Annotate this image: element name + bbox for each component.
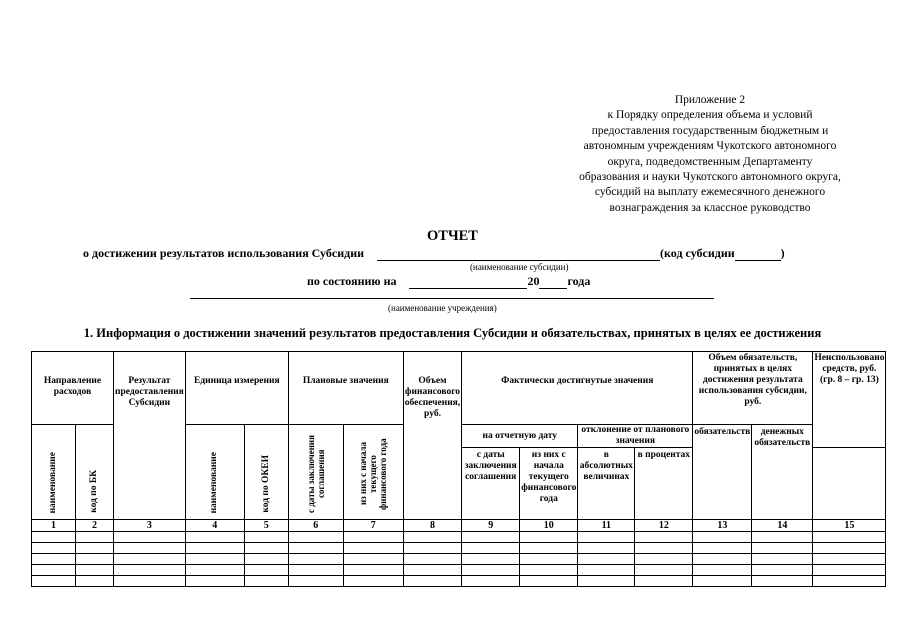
table-cell[interactable]: [578, 543, 635, 554]
table-cell[interactable]: [32, 543, 76, 554]
col-number: 6: [288, 520, 343, 532]
header-unit-name-text: наименование: [209, 451, 220, 513]
appendix-line: к Порядку определения объема и условий: [607, 109, 813, 122]
table-cell[interactable]: [288, 543, 343, 554]
table-cell[interactable]: [462, 554, 520, 565]
table-cell[interactable]: [520, 532, 578, 543]
table-cell[interactable]: [288, 576, 343, 587]
date-prefix: по состоянию на: [307, 274, 397, 288]
table-cell[interactable]: [403, 565, 461, 576]
col-number: 15: [813, 520, 886, 532]
table-cell[interactable]: [343, 565, 403, 576]
header-planned: Плановые значения: [288, 352, 403, 425]
col-number: 8: [403, 520, 461, 532]
table-cell[interactable]: [76, 565, 114, 576]
header-unused-empty: [813, 448, 886, 520]
table-cell[interactable]: [813, 554, 886, 565]
header-expense-name-text: наименование: [48, 451, 58, 513]
subtitle-end: ): [780, 246, 785, 260]
table-cell[interactable]: [32, 565, 76, 576]
date-suffix: года: [567, 274, 591, 288]
header-plan-year-text: из них с начала текущего финансового года: [358, 438, 389, 510]
table-cell[interactable]: [288, 532, 343, 543]
table-row: [32, 532, 886, 543]
header-unit-name: [185, 425, 244, 520]
col-number: 3: [114, 520, 186, 532]
table-cell[interactable]: [520, 543, 578, 554]
table-cell[interactable]: [635, 576, 693, 587]
table-cell[interactable]: [114, 543, 186, 554]
table-cell[interactable]: [114, 554, 186, 565]
table-cell[interactable]: [578, 576, 635, 587]
table-cell[interactable]: [635, 543, 693, 554]
header-expense-name: [32, 425, 76, 520]
table-cell[interactable]: [114, 576, 186, 587]
table-cell[interactable]: [185, 532, 244, 543]
header-abs: в абсолютных величинах: [578, 448, 635, 520]
col-number: 1: [32, 520, 76, 532]
header-plan-date: [288, 425, 343, 520]
col-number: 11: [578, 520, 635, 532]
table-cell[interactable]: [32, 532, 76, 543]
table-cell[interactable]: [813, 543, 886, 554]
table-cell[interactable]: [32, 576, 76, 587]
table-cell[interactable]: [403, 554, 461, 565]
table-cell[interactable]: [244, 554, 288, 565]
table-cell[interactable]: [185, 576, 244, 587]
appendix-line: образования и науки Чукотского автономного округа,: [579, 171, 841, 184]
table-cell[interactable]: [288, 554, 343, 565]
table-row: [32, 576, 886, 587]
col-number: 12: [635, 520, 693, 532]
table-cell[interactable]: [244, 543, 288, 554]
table-cell[interactable]: [244, 565, 288, 576]
subsidy-code-field[interactable]: [735, 247, 781, 261]
table-cell[interactable]: [693, 565, 752, 576]
header-pct: в процентах: [635, 448, 693, 520]
header-unit: Единица измерения: [185, 352, 288, 425]
appendix-line: Приложение 2: [674, 94, 746, 106]
appendix-line: вознаграждения за классное руководство: [609, 201, 811, 214]
table-cell[interactable]: [813, 576, 886, 587]
header-bk-code-text: код по БК: [89, 470, 99, 513]
table-cell[interactable]: [343, 576, 403, 587]
table-cell[interactable]: [520, 576, 578, 587]
appendix-line: субсидий на выплату ежемесячного денежного: [594, 186, 826, 199]
table-cell[interactable]: [462, 565, 520, 576]
table-cell[interactable]: [752, 554, 813, 565]
header-act-year: из них с начала текущего финансового года: [520, 448, 578, 520]
institution-hint: (наименование учреждения): [388, 303, 497, 313]
table-cell[interactable]: [578, 565, 635, 576]
col-number: 9: [462, 520, 520, 532]
header-direction: Направление расходов: [32, 352, 114, 425]
col-number: 2: [76, 520, 114, 532]
table-cell[interactable]: [813, 565, 886, 576]
table-cell[interactable]: [752, 543, 813, 554]
subsidy-hint: (наименование субсидии): [470, 262, 569, 272]
header-actual: Фактически достигнутые значения: [462, 352, 693, 425]
table-cell[interactable]: [752, 532, 813, 543]
subtitle-prefix: о достижении результатов использования Субсидии: [83, 246, 365, 260]
table-cell[interactable]: [76, 543, 114, 554]
table-cell[interactable]: [185, 554, 244, 565]
report-title: ОТЧЕТ: [427, 228, 478, 244]
table-cell[interactable]: [185, 543, 244, 554]
date-year: 20: [527, 274, 540, 288]
table-row: [32, 543, 886, 554]
table-cell[interactable]: [520, 565, 578, 576]
header-bk-code: [76, 425, 114, 520]
header-unused: Неиспользовано средств, руб. (гр. 8 – гр. 13): [813, 352, 886, 448]
date-field[interactable]: [409, 275, 527, 289]
table-cell[interactable]: [578, 554, 635, 565]
table-cell[interactable]: [288, 565, 343, 576]
table-cell[interactable]: [403, 543, 461, 554]
table-cell[interactable]: [462, 543, 520, 554]
table-cell[interactable]: [403, 576, 461, 587]
subsidy-code-label: (код субсидии: [660, 246, 735, 260]
header-money-obl: денежных обязательств: [752, 425, 813, 520]
table-cell[interactable]: [76, 576, 114, 587]
table-cell[interactable]: [693, 554, 752, 565]
table-cell[interactable]: [462, 576, 520, 587]
table-cell[interactable]: [813, 532, 886, 543]
table-cell[interactable]: [343, 554, 403, 565]
report-date-line: [307, 274, 590, 289]
table-cell[interactable]: [343, 532, 403, 543]
table-cell[interactable]: [635, 565, 693, 576]
subsidy-name-field[interactable]: [377, 247, 660, 261]
col-number: 13: [693, 520, 752, 532]
table-cell[interactable]: [693, 543, 752, 554]
table-cell[interactable]: [76, 532, 114, 543]
table-row: [32, 554, 886, 565]
col-number: 4: [185, 520, 244, 532]
col-number: 7: [343, 520, 403, 532]
header-result: Результат предоставления Субсидии: [114, 352, 186, 520]
table-cell[interactable]: [114, 532, 186, 543]
header-okei: [244, 425, 288, 520]
table-cell[interactable]: [635, 554, 693, 565]
col-number: 5: [244, 520, 288, 532]
header-obligations: Объем обязательств, принятых в целях достижения результата использования субсидии, руб.: [693, 352, 813, 425]
header-act-date: с даты заключения соглашения: [462, 448, 520, 520]
header-deviation: отклонение от планового значения: [578, 425, 693, 448]
appendix-line: автономным учреждениям Чукотского автономного: [583, 140, 837, 153]
institution-line[interactable]: [190, 298, 714, 299]
report-subtitle: [83, 246, 785, 261]
table-cell[interactable]: [343, 543, 403, 554]
appendix-line: округа, подведомственным Департаменту: [607, 155, 813, 168]
header-report-date: на отчетную дату: [462, 425, 578, 448]
header-plan-year: [343, 425, 403, 520]
results-table: [31, 351, 886, 587]
col-number: 10: [520, 520, 578, 532]
col-number: 14: [752, 520, 813, 532]
table-cell[interactable]: [693, 532, 752, 543]
table-cell[interactable]: [578, 532, 635, 543]
appendix-header: [560, 93, 860, 216]
table-cell[interactable]: [462, 532, 520, 543]
header-okei-text: код по ОКЕИ: [260, 455, 271, 513]
table-cell[interactable]: [244, 576, 288, 587]
table-cell[interactable]: [635, 532, 693, 543]
header-plan-date-text: с даты заключения соглашения: [305, 435, 326, 513]
table-cell[interactable]: [185, 565, 244, 576]
table-cell[interactable]: [114, 565, 186, 576]
year-field[interactable]: [539, 275, 567, 289]
table-cell[interactable]: [244, 532, 288, 543]
table-cell[interactable]: [32, 554, 76, 565]
table-cell[interactable]: [76, 554, 114, 565]
table-cell[interactable]: [520, 554, 578, 565]
table-cell[interactable]: [752, 576, 813, 587]
appendix-line: предоставления государственным бюджетным и: [591, 124, 829, 137]
table-row: [32, 565, 886, 576]
header-volume: Объем финансового обеспечения, руб.: [403, 352, 461, 520]
table-cell[interactable]: [693, 576, 752, 587]
header-obl: обязательств: [693, 425, 752, 520]
table-cell[interactable]: [403, 532, 461, 543]
section-title: 1. Информация о достижении значений результатов предоставления Субсидии и обязательствах, принятых в целях ее достижения: [83, 326, 822, 340]
table-cell[interactable]: [752, 565, 813, 576]
